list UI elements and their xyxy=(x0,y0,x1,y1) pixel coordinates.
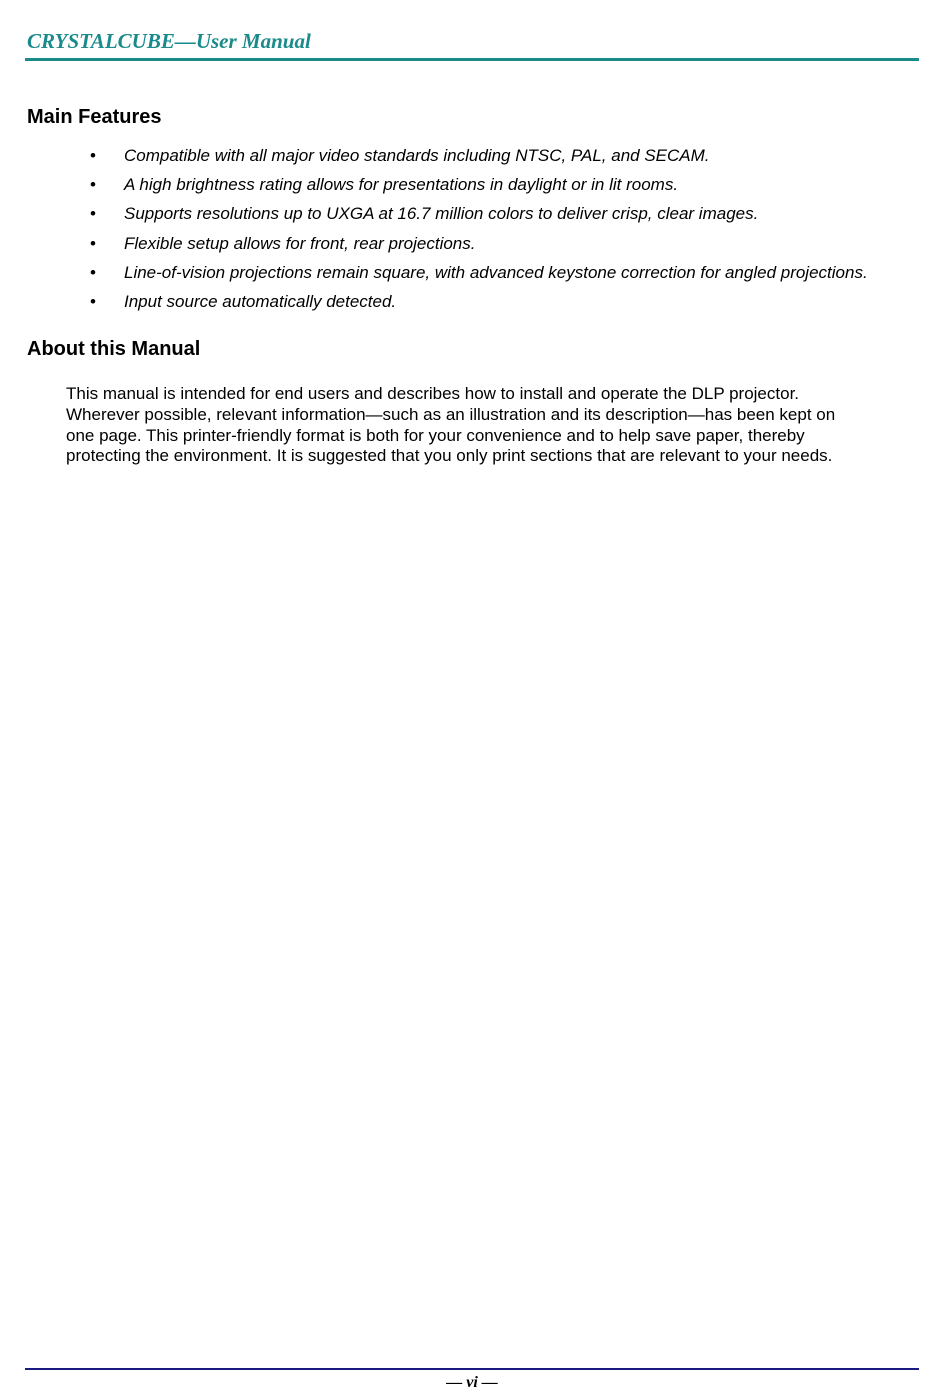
bullet-icon: • xyxy=(90,146,96,165)
bullet-icon: • xyxy=(90,262,96,282)
feature-item xyxy=(0,144,950,173)
running-header-title: CRYSTALCUBE—User Manual xyxy=(27,29,311,53)
feature-text: Supports resolutions up to UXGA at 16.7 million colors to deliver crisp, clear images. xyxy=(124,204,759,224)
paragraph-line: Wherever possible, relevant information—such as an illustration and its description—has been kept on xyxy=(66,404,836,424)
feature-text: Input source automatically detected. xyxy=(124,291,397,311)
bullet-icon: • xyxy=(90,175,96,195)
feature-item xyxy=(0,173,950,202)
feature-item xyxy=(0,232,950,261)
paragraph-line: one page. This printer-friendly format is both for your convenience and to help save paper, thereby xyxy=(66,425,805,445)
main-features-heading: Main Features xyxy=(27,106,162,128)
footer-rule xyxy=(25,1368,919,1370)
feature-list xyxy=(0,144,950,319)
page-number: — vi — xyxy=(446,1374,498,1391)
feature-text: Compatible with all major video standards including NTSC, PAL, and SECAM. xyxy=(124,146,710,165)
about-manual-heading: About this Manual xyxy=(27,338,201,360)
feature-text: A high brightness rating allows for presentations in daylight or in lit rooms. xyxy=(124,175,679,195)
feature-text: Flexible setup allows for front, rear projections. xyxy=(124,233,476,253)
paragraph-line: This manual is intended for end users and describes how to install and operate the DLP projector. xyxy=(66,384,800,403)
feature-text: Line-of-vision projections remain square, with advanced keystone correction for angled projections. xyxy=(124,262,868,282)
bullet-icon: • xyxy=(90,291,96,311)
header-rule xyxy=(25,58,919,61)
bullet-icon: • xyxy=(90,204,96,224)
bullet-icon: • xyxy=(90,233,96,253)
feature-item xyxy=(0,202,950,231)
paragraph-line: protecting the environment. It is suggested that you only print sections that are relevant to your needs. xyxy=(66,446,833,466)
feature-item xyxy=(0,290,950,319)
about-manual-paragraph xyxy=(66,384,896,467)
feature-item xyxy=(0,261,950,290)
